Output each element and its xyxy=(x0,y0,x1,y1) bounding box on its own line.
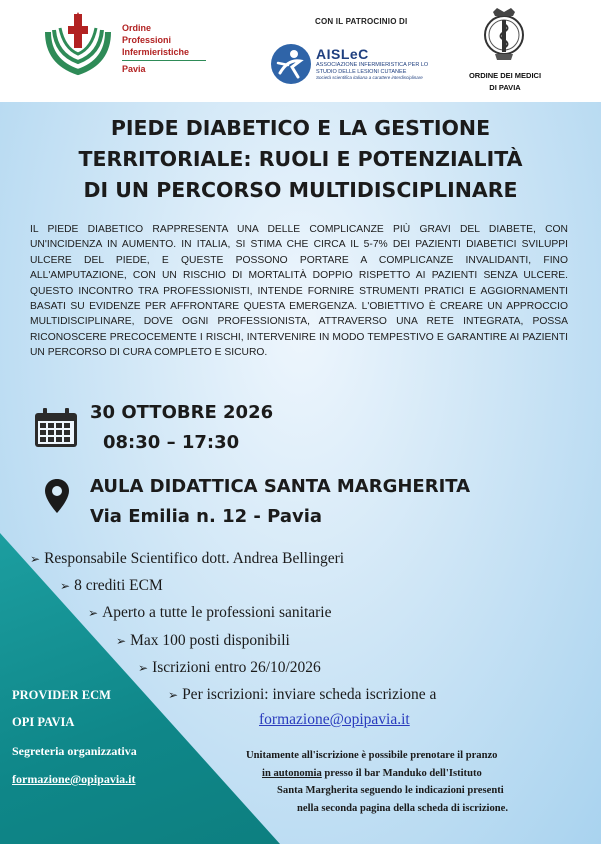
bullet-item xyxy=(30,550,344,568)
arrow-icon: ➢ xyxy=(138,661,149,675)
event-address: Via Emilia n. 12 - Pavia xyxy=(90,506,323,527)
lunch-note xyxy=(240,747,580,817)
location-pin-icon xyxy=(44,478,70,514)
note-line-2 xyxy=(240,765,580,783)
bullet-text: Responsabile Scientifico dott. Andrea Bellingeri xyxy=(44,550,345,567)
provider-name: OPI PAVIA xyxy=(12,715,75,729)
medici-name xyxy=(455,70,555,94)
aislec-text xyxy=(316,46,436,82)
opi-line-3: Infermieristiche xyxy=(122,47,190,57)
aislec-subtitle: Società scientifica italiana a carattere interdisciplinare xyxy=(316,75,423,80)
note-underlined: in autonomia xyxy=(262,767,322,779)
bullet-item xyxy=(88,604,331,622)
title-line-1: PIEDE DIABETICO E LA GESTIONE xyxy=(110,116,491,140)
bullet-text: Iscrizioni entro 26/10/2026 xyxy=(152,659,321,676)
note-line-3: Santa Margherita seguendo le indicazioni presenti xyxy=(277,785,504,796)
calendar-icon xyxy=(34,408,78,448)
bullet-item xyxy=(138,659,321,677)
medici-line-1: ORDINE DEI MEDICI xyxy=(468,71,542,80)
provider-email-link[interactable]: formazione@opipavia.it xyxy=(12,772,136,786)
medici-crest-icon xyxy=(483,6,525,64)
arrow-icon: ➢ xyxy=(60,579,71,593)
event-description: IL PIEDE DIABETICO RAPPRESENTA UNA DELLE COMPLICANZE PIÙ GRAVI DEL DIABETE, CON UN'INCIDENZA IN AUMENTO. IN ITALIA, SI STIMA CHE CIRCA IL 5-7% DEI PAZIENTI DIABETICI SVILUPPI ULCERE DEL PIEDE, E QUESTE POSSONO PORTARE A COMPLICANZE INVALIDANTI, FINO ALL'AMPUTAZIONE, CON UN RISCHIO DI MORTALITÀ DOPPIO RISPETTO AI PAZIENTI SENZA ULCERE. QUESTO INCONTRO TRA PROFESSIONISTI, INTENDE FORNIRE STRUMENTI PRATICI E AGGIORNAMENTI BASATI SU EVIDENZE PER AFFRONTARE QUESTA EMERGENZA. L'OBIETTIVO È CREARE UN APPROCCIO MULTIDISCIPLINARE, DOVE OGNI PROFESSIONISTA, ATTRAVERSO UNA RETE INTEGRATA, POSSA RICONOSCERE PRECOCEMENTE I RISCHI, INTERVENIRE IN MODO TEMPESTIVO E GARANTIRE AI PAZIENTI UN PERCORSO DI CURA COMPLETO E SICURO. xyxy=(30,224,568,359)
event-time: 08:30 – 17:30 xyxy=(103,432,240,453)
aislec-description: ASSOCIAZIONE INFERMIERISTICA PER LO STUDIO DELLE LESIONI CUTANEE xyxy=(316,62,429,75)
bullet-text: Max 100 posti disponibili xyxy=(130,632,290,649)
aislec-logo-icon xyxy=(270,43,312,85)
opi-logo-icon xyxy=(40,10,116,80)
opi-line-1: Ordine xyxy=(122,23,152,33)
bullet-item xyxy=(60,577,163,595)
note-line-4: nella seconda pagina della scheda di iscrizione. xyxy=(297,802,509,814)
title-line-3: DI UN PERCORSO MULTIDISCIPLINARE xyxy=(83,178,518,202)
note-line-1: Unitamente all'iscrizione è possibile prenotare il pranzo xyxy=(246,750,498,761)
bullet-item xyxy=(168,686,436,704)
secretariat-label: Segreteria organizzativa xyxy=(12,744,137,758)
aislec-name: AISLeC xyxy=(316,46,369,62)
provider-label: PROVIDER ECM xyxy=(12,688,111,702)
bullet-text: Per iscrizioni: inviare scheda iscrizione a xyxy=(182,686,437,703)
location-block xyxy=(90,474,470,530)
arrow-icon: ➢ xyxy=(88,606,99,620)
arrow-icon: ➢ xyxy=(168,688,179,702)
bullet-text: 8 crediti ECM xyxy=(74,577,163,594)
arrow-icon: ➢ xyxy=(116,634,127,648)
medici-line-2: DI PAVIA xyxy=(489,83,521,92)
note-line-2-rest: presso il bar Manduko dell'Istituto xyxy=(321,767,482,779)
patronage-label: CON IL PATROCINIO DI xyxy=(315,17,408,26)
date-time-block xyxy=(90,400,273,456)
event-place: AULA DIDATTICA SANTA MARGHERITA xyxy=(90,476,471,497)
event-date: 30 OTTOBRE 2026 xyxy=(90,402,274,423)
event-title xyxy=(40,113,561,206)
opi-city: Pavia xyxy=(122,64,146,74)
title-line-2: TERRITORIALE: RUOLI E POTENZIALITÀ xyxy=(78,147,523,171)
opi-name xyxy=(122,22,206,75)
registration-email-link[interactable]: formazione@opipavia.it xyxy=(259,711,410,728)
arrow-icon: ➢ xyxy=(30,552,41,566)
opi-line-2: Professioni xyxy=(122,35,172,45)
bullet-item xyxy=(116,632,290,650)
header xyxy=(0,0,601,102)
bullet-text: Aperto a tutte le professioni sanitarie xyxy=(102,604,332,621)
opi-divider xyxy=(122,60,206,61)
